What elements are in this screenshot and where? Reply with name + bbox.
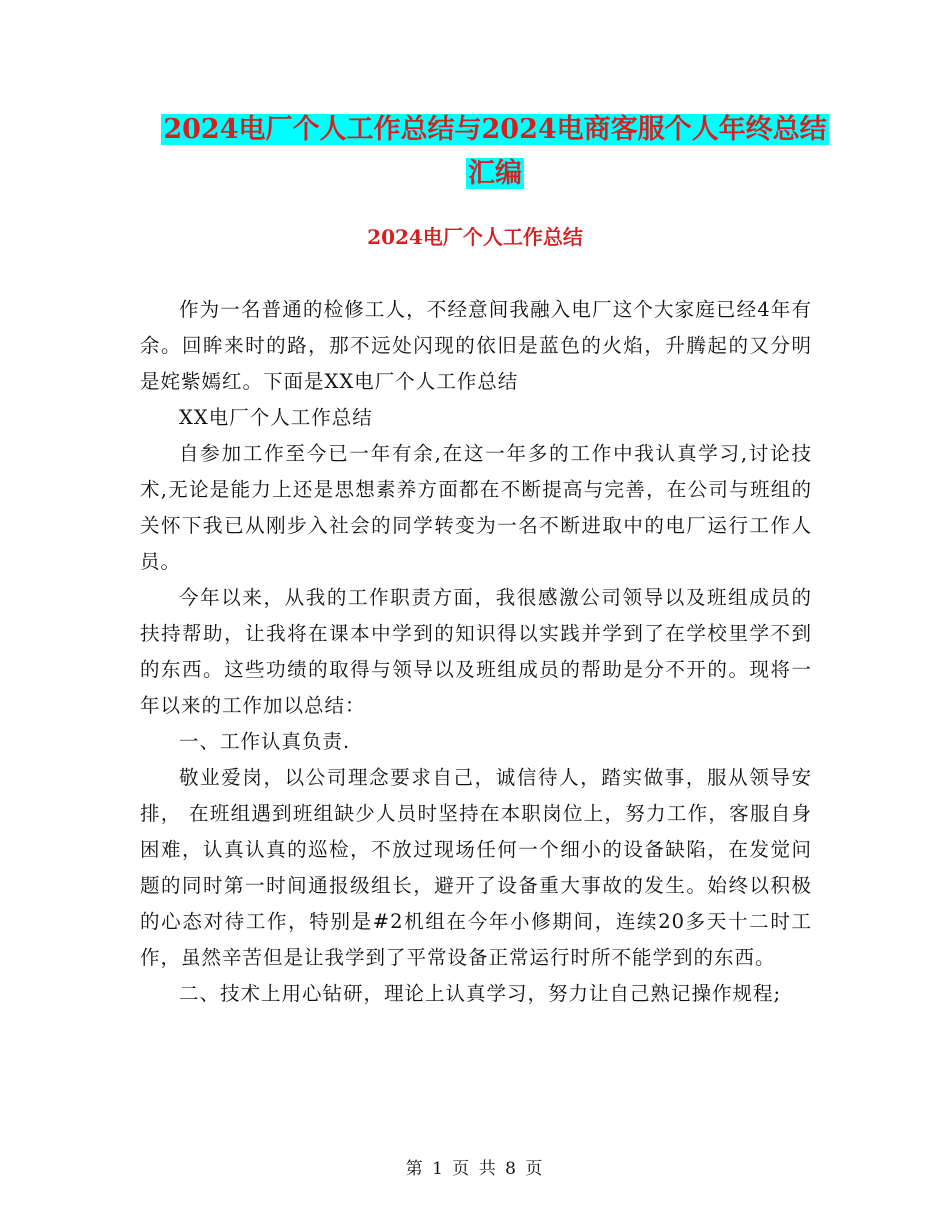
paragraph: 今年以来，从我的工作职责方面，我很感激公司领导以及班组成员的扶持帮助，让我将在课本中学到的知识得以实践并学到了在学校里学不到的东西。这些功绩的取得与领导以及班组成员的帮助是分不开的。现将一年以来的工作加以总结： [140, 586, 812, 717]
document-title-line-2: 汇编 [468, 158, 522, 189]
paragraph: 一、工作认真负责. [179, 730, 351, 753]
paragraph: 自参加工作至今已一年有余,在这一年多的工作中我认真学习,讨论技术,无论是能力上还是思想素养方面都在不断提高与完善，在公司与班组的关怀下我已从刚步入社会的同学转变为一名不断进取中的电厂运行工作人员。 [140, 442, 812, 573]
paragraph: 作为一名普通的检修工人，不经意间我融入电厂这个大家庭已经4年有余。回眸来时的路，那不远处闪现的依旧是蓝色的火焰，升腾起的又分明是姹紫嫣红。下面是XX电厂个人工作总结 [140, 298, 812, 393]
section-title: 2024电厂个人工作总结 [367, 225, 583, 249]
document-body [140, 292, 812, 1012]
paragraph: XX电厂个人工作总结 [179, 406, 373, 429]
paragraph: 敬业爱岗，以公司理念要求自己，诚信待人，踏实做事，服从领导安排， 在班组遇到班组缺少人员时坚持在本职岗位上，努力工作，客服自身困难，认真认真的巡检，不放过现场任何一个细小的设备缺陷，在发觉问题的同时第一时间通报级组长，避开了设备重大事故的发生。始终以积极的心态对待工作，特别是#2机组在今年小修期间，连续20多天十二时工作，虽然辛苦但是让我学到了平常设备正常运行时所不能学到的东西。 [140, 766, 812, 969]
page-number-footer: 第 1 页 共 8 页 [405, 1159, 545, 1179]
paragraph: 二、技术上用心钻研，理论上认真学习，努力让自己熟记操作规程; [179, 982, 782, 1005]
document-title-line-1: 2024电厂个人工作总结与2024电商客服个人年终总结 [163, 114, 827, 145]
document-title [140, 108, 850, 196]
